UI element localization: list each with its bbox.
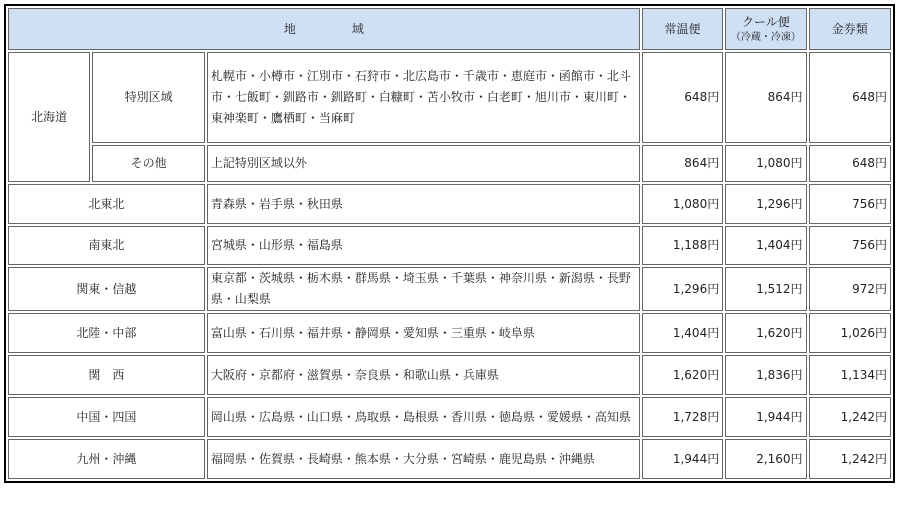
region-name: 北陸・中部 bbox=[8, 313, 205, 353]
price-voucher: 1,242円 bbox=[809, 397, 891, 437]
price-normal: 1,620円 bbox=[642, 355, 723, 395]
region-name: 中国・四国 bbox=[8, 397, 205, 437]
table-row bbox=[8, 267, 891, 311]
table-row bbox=[8, 313, 891, 353]
price-cool: 2,160円 bbox=[725, 439, 806, 479]
price-normal: 864円 bbox=[642, 145, 723, 182]
price-cool: 864円 bbox=[725, 52, 806, 143]
table-row bbox=[8, 226, 891, 265]
price-voucher: 1,242円 bbox=[809, 439, 891, 479]
area-list: 福岡県・佐賀県・長崎県・熊本県・大分県・宮崎県・鹿児島県・沖縄県 bbox=[207, 439, 640, 479]
area-list: 青森県・岩手県・秋田県 bbox=[207, 184, 640, 224]
price-cool: 1,404円 bbox=[725, 226, 806, 265]
area-list: 東京都・茨城県・栃木県・群馬県・埼玉県・千葉県・神奈川県・新潟県・長野県・山梨県 bbox=[207, 267, 640, 311]
price-cool: 1,296円 bbox=[725, 184, 806, 224]
price-normal: 1,188円 bbox=[642, 226, 723, 265]
price-normal: 648円 bbox=[642, 52, 723, 143]
region-name: 南東北 bbox=[8, 226, 205, 265]
price-normal: 1,404円 bbox=[642, 313, 723, 353]
table-row bbox=[8, 355, 891, 395]
price-voucher: 648円 bbox=[809, 52, 891, 143]
table-row bbox=[8, 439, 891, 479]
price-voucher: 648円 bbox=[809, 145, 891, 182]
area-list: 大阪府・京都府・滋賀県・奈良県・和歌山県・兵庫県 bbox=[207, 355, 640, 395]
price-normal: 1,296円 bbox=[642, 267, 723, 311]
price-voucher: 1,026円 bbox=[809, 313, 891, 353]
table-row bbox=[8, 145, 891, 182]
price-cool: 1,620円 bbox=[725, 313, 806, 353]
region-hokkaido: 北海道 bbox=[8, 52, 90, 182]
area-list: 富山県・石川県・福井県・静岡県・愛知県・三重県・岐阜県 bbox=[207, 313, 640, 353]
price-voucher: 972円 bbox=[809, 267, 891, 311]
shipping-rate-table bbox=[4, 4, 895, 483]
table-row bbox=[8, 397, 891, 437]
header-normal: 常温便 bbox=[642, 8, 723, 50]
region-name: 九州・沖縄 bbox=[8, 439, 205, 479]
price-cool: 1,836円 bbox=[725, 355, 806, 395]
region-name: 関 西 bbox=[8, 355, 205, 395]
table-row bbox=[8, 184, 891, 224]
price-normal: 1,944円 bbox=[642, 439, 723, 479]
area-list: 岡山県・広島県・山口県・鳥取県・島根県・香川県・徳島県・愛媛県・高知県 bbox=[207, 397, 640, 437]
price-voucher: 756円 bbox=[809, 184, 891, 224]
subregion-other: その他 bbox=[92, 145, 205, 182]
region-name: 北東北 bbox=[8, 184, 205, 224]
region-name: 関東・信越 bbox=[8, 267, 205, 311]
area-list: 宮城県・山形県・福島県 bbox=[207, 226, 640, 265]
table-row bbox=[8, 52, 891, 143]
header-voucher: 金券類 bbox=[809, 8, 891, 50]
header-row bbox=[8, 8, 891, 50]
header-area: 地 域 bbox=[8, 8, 640, 50]
price-normal: 1,080円 bbox=[642, 184, 723, 224]
price-voucher: 756円 bbox=[809, 226, 891, 265]
price-cool: 1,080円 bbox=[725, 145, 806, 182]
header-cool: クール便 （冷蔵・冷凍） bbox=[725, 8, 806, 50]
area-list: 上記特別区域以外 bbox=[207, 145, 640, 182]
price-normal: 1,728円 bbox=[642, 397, 723, 437]
price-cool: 1,944円 bbox=[725, 397, 806, 437]
price-voucher: 1,134円 bbox=[809, 355, 891, 395]
price-cool: 1,512円 bbox=[725, 267, 806, 311]
subregion-special: 特別区域 bbox=[92, 52, 205, 143]
area-list: 札幌市・小樽市・江別市・石狩市・北広島市・千歳市・恵庭市・函館市・北斗市・七飯町・釧路市・釧路町・白糠町・苫小牧市・白老町・旭川市・東川町・東神楽町・鷹栖町・当麻町 bbox=[207, 52, 640, 143]
